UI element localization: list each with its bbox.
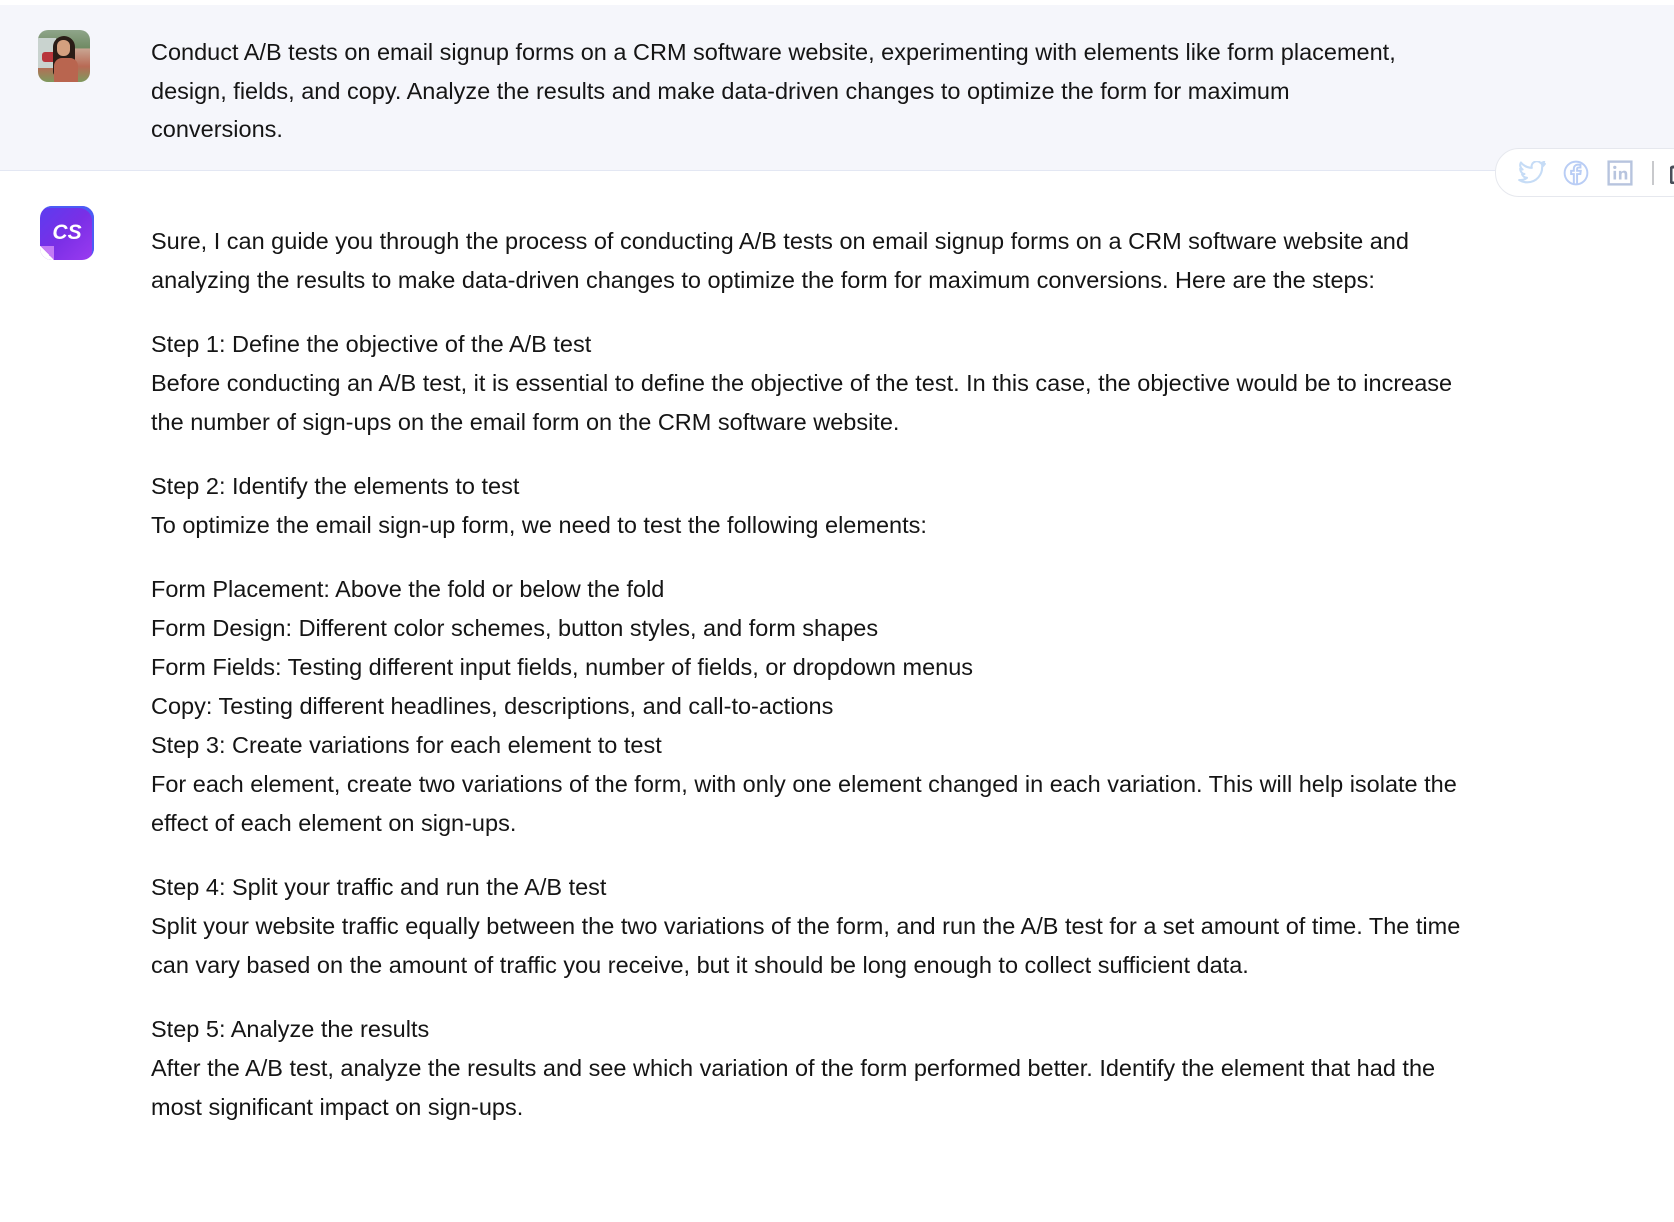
avatar-page-fold: [40, 246, 54, 260]
step-5-title: Step 5: Analyze the results: [151, 1016, 430, 1042]
share-divider: [1652, 161, 1654, 185]
assistant-avatar-cs-logo: [40, 206, 94, 260]
user-message-text: Conduct A/B tests on email signup forms on a CRM software website, experimenting with elements like form placement, design, fields, and copy. Analyze the results and make data-driven changes to optimize the form for maximum conversions.: [151, 39, 1396, 142]
elements-list: [151, 570, 1461, 765]
step-3-title: Step 3: Create variations for each element to test: [151, 732, 662, 758]
list-item: Form Placement: Above the fold or below the fold: [151, 576, 665, 602]
step-1-title: Step 1: Define the objective of the A/B test: [151, 331, 592, 357]
step-4-body: Split your website traffic equally between the two variations of the form, and run the A/B test for a set amount of time. The time can vary based on the amount of traffic you receive, but it should be long enough to collect sufficient data.: [151, 913, 1461, 978]
assistant-message: [151, 222, 1461, 1152]
intro-paragraph: Sure, I can guide you through the process of conducting A/B tests on email signup forms on a CRM software website and analyzing the results to make data-driven changes to optimize the form for maximum conversions. Here are the steps:: [151, 228, 1409, 293]
step-3: [151, 765, 1461, 843]
step-2-title: Step 2: Identify the elements to test: [151, 473, 520, 499]
user-message-block: [0, 5, 1674, 171]
list-item: Form Design: Different color schemes, button styles, and form shapes: [151, 615, 879, 641]
facebook-icon[interactable]: [1562, 159, 1590, 187]
share-bar: [1495, 148, 1674, 197]
list-item: Form Fields: Testing different input fields, number of fields, or dropdown menus: [151, 654, 974, 680]
linkedin-icon[interactable]: [1606, 159, 1634, 187]
avatar-face: [57, 40, 70, 56]
step-2-body: To optimize the email sign-up form, we need to test the following elements:: [151, 512, 927, 538]
assistant-avatar-label: CS: [52, 221, 82, 244]
twitter-icon[interactable]: [1518, 159, 1546, 187]
step-1: [151, 325, 1461, 442]
user-avatar: [38, 30, 90, 82]
list-item: Copy: Testing different headlines, descriptions, and call-to-actions: [151, 693, 834, 719]
copy-icon[interactable]: [1670, 162, 1674, 184]
step-3-body: For each element, create two variations of the form, with only one element changed in each variation. This will help isolate the effect of each element on sign-ups.: [151, 771, 1457, 836]
step-5: [151, 1010, 1461, 1127]
avatar-body: [54, 58, 78, 82]
step-4: [151, 868, 1461, 985]
step-5-body: After the A/B test, analyze the results and see which variation of the form performed better. Identify the element that had the most significant impact on sign-ups.: [151, 1055, 1436, 1120]
step-2: [151, 467, 1461, 545]
step-1-body: Before conducting an A/B test, it is essential to define the objective of the test. In this case, the objective would be to increase the number of sign-ups on the email form on the CRM software website.: [151, 370, 1453, 435]
step-4-title: Step 4: Split your traffic and run the A/B test: [151, 874, 607, 900]
